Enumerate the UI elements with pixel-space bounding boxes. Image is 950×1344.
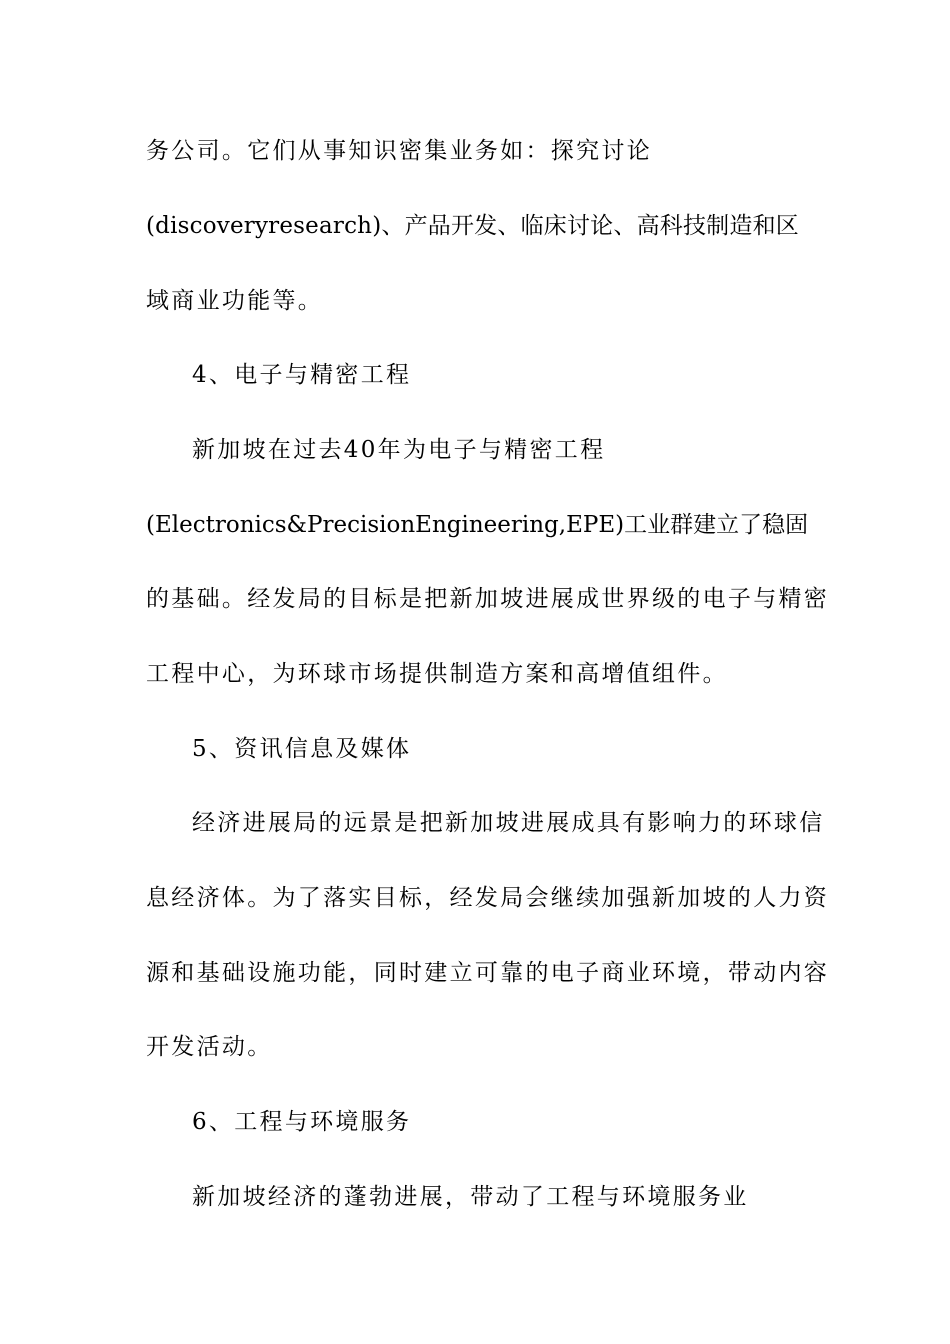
section-heading-4: 4、电子与精密工程 [192,362,412,388]
paragraph-line: 经济进展局的远景是把新加坡进展成具有影响力的环球信 [192,810,825,836]
paragraph-line: 源和基础设施功能，同时建立可靠的电子商业环境，带动内容 [146,960,830,986]
paragraph-line: (Electronics&PrecisionEngineering,EPE)工业群建立了稳固 [146,512,809,538]
paragraph-line: 息经济体。为了落实目标，经发局会继续加强新加坡的人力资 [146,885,830,911]
section-heading-6: 6、工程与环境服务 [192,1109,412,1135]
paragraph-line: 域商业功能等。 [146,288,324,314]
section-heading-5: 5、资讯信息及媒体 [192,736,412,762]
paragraph-line: 开发活动。 [146,1034,273,1060]
paragraph-line: 新加坡在过去40年为电子与精密工程 [192,437,606,463]
paragraph-line: (discoveryresearch)、产品开发、临床讨论、高科技制造和区 [146,213,799,239]
paragraph-line: 新加坡经济的蓬勃进展，带动了工程与环境服务业 [192,1184,749,1210]
paragraph-line: 的基础。经发局的目标是把新加坡进展成世界级的电子与精密 [146,586,830,612]
paragraph-line: 务公司。它们从事知识密集业务如：探究讨论 [146,138,652,164]
paragraph-line: 工程中心，为环球市场提供制造方案和高增值组件。 [146,661,728,687]
